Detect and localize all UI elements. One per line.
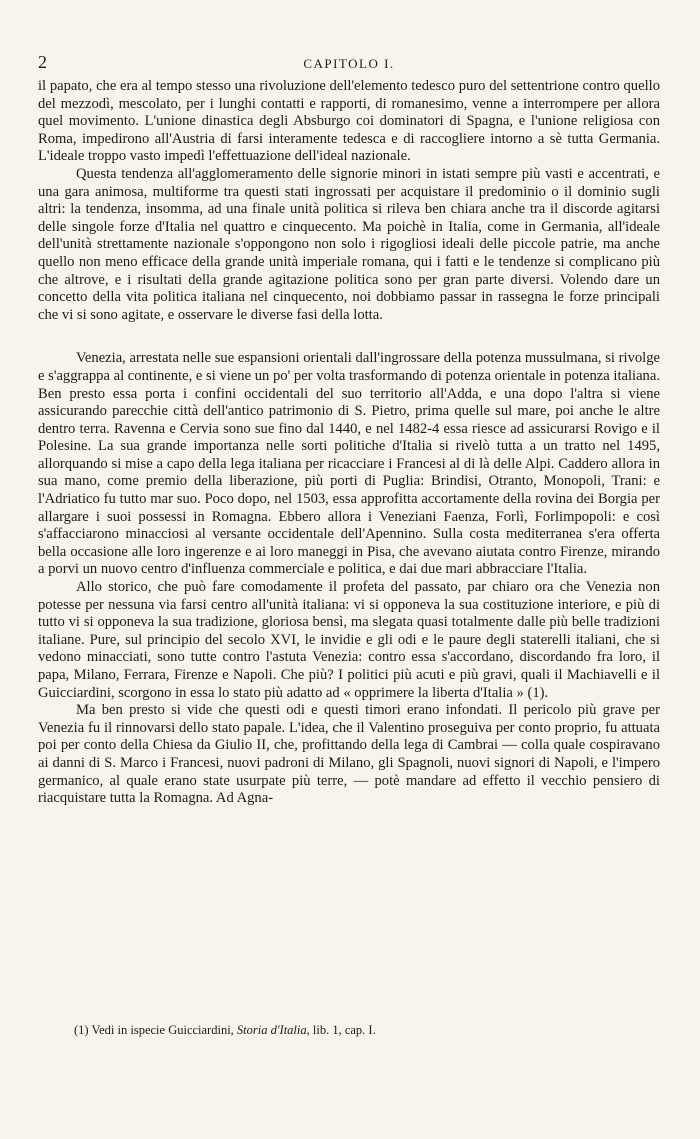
running-head: CAPITOLO I. — [303, 56, 395, 71]
page-header — [38, 52, 660, 78]
footnote-title: Storia d'Italia, — [236, 1023, 310, 1037]
paragraph-5: Ma ben presto si vide che questi odi e questi timori erano infondati. Il pericolo più grave per Venezia fu il rinnovarsi dello stato papale. L'idea, che il Valentino proseguiva per conto proprio, fu attuata poi per conto della Chiesa da Giulio II, che, profittando della lega di Cambrai — colla quale cospiravano ai danni di S. Marco i Francesi, nuovi padroni di Milano, gli Spagnoli, nuovi signori di Napoli, e l'impero germanico, al quale erano state usurpate più terre, — potè mandare ad effetto il vecchio pensiero di riacquistare tutta la Romagna. Ad Agna- — [38, 702, 660, 807]
footnote — [74, 1022, 660, 1038]
page-number: 2 — [38, 52, 47, 72]
paragraph-4: Allo storico, che può fare comodamente il profeta del passato, par chiaro ora che Venezia non potesse per nessuna via farsi centro all'unità italiana: vi si opponeva la sua costituzione interiore, e più di tutto vi si opponeva la sua tradizione, gloriosa bensì, ma slegata quasi totalmente dalle più belle tradizioni italiane. Pure, sul principio del secolo XVI, le invidie e gli odi e le paure degli staterelli italiani, che si vedono minacciati, sono tutte contro l'astuta Venezia: contro essa s'accordano, discordando fra loro, il papa, Milano, Ferrara, Firenze e Napoli. Che più? I politici più acuti e più gravi, quali il Machiavelli e il Guicciardini, scorgono in essa lo stato più adatto ad « opprimere la liberta d'Italia » (1). — [38, 579, 660, 701]
paragraph-1: il papato, che era al tempo stesso una rivoluzione dell'elemento tedesco puro del settentrione contro quello del mezzodì, mescolato, per i lunghi contatti e rapporti, di romanesimo, venne a interrompere per allora quel movimento. L'unione dinastica degli Absburgo coi dominatori di Spagna, e l'unione religiosa con Roma, impedirono all'Austria di farsi interamente tedesca e di raccogliere intorno a sè tutta Germania. L'ideale troppo vasto impedì l'effettuazione dell'ideal nazionale. — [38, 78, 660, 165]
footnote-prefix: (1) Vedi in ispecie Guicciardini, — [74, 1023, 237, 1037]
paragraph-2: Questa tendenza all'agglomeramento delle signorie minori in istati sempre più vasti e accentrati, e una gara animosa, multiforme tra questi stati ingrossati per acquistare il predominio o il dominio sugli altri: la tendenza, insomma, ad una finale unità politica si rileva ben chiara anche tra il discorde agitarsi delle singole forze d'Italia nel quattro e cinquecento. Ma poichè in Italia, come in Germania, all'ideale dell'unità strettamente nazionale s'oppongono non solo i rigogliosi ideali delle piccole patrie, ma anche quello non meno efficace della grande unità imperiale romana, qui i fatti e le tendenze si complicano più che altrove, e i risultati della grande agitazione politica sono per gran parte diversi. Volendo dare un concetto della vita politica italiana nel cinquecento, noi dobbiamo passar in rassegna le forze principali che vi si sono agitate, e osservare le diverse fasi della lotta. — [38, 165, 660, 323]
paragraph-3: Venezia, arrestata nelle sue espansioni orientali dall'ingrossare della potenza mussulmana, si rivolge e s'aggrappa al continente, e si viene un po' per volta trasformando di potenza orientale in potenza italiana. Ben presto essa porta i confini occidentali del suo territorio all'Adda, e una dopo l'altra si viene assicurando parecchie città dell'antico patrimonio di S. Pietro, prima quelle sul mare, poi anche le altre dentro terra. Ravenna e Cervia sono sue fino dal 1440, e nel 1482-4 essa riesce ad assicurarsi Rovigo e il Polesine. La sua grande importanza nelle sorti politiche d'Italia si rivelò tutta a un tratto nel 1495, allorquando si mise a capo della lega italiana per ricacciare i Francesi al di là delle Alpi. Caddero allora in sua mano, come premio della liberazione, più porti di Puglia: Brindisi, Otranto, Monopoli, Trani: e l'Adriatico fu tutto mar suo. Poco dopo, nel 1503, essa approfitta accortamente della rovina dei Borgia per allargare i suoi possessi in Romagna. Ebbero allora i Veneziani Faenza, Forlì, Forlimpopoli: e così s'affacciarono minacciosi al versante occidentale dell'Apennino. Sulla costa mediterranea s'era offerta bella occasione alle loro ingerenze e ai loro maneggi in Pisa, che avevano aiutata contro Firenze, mirando a porvi un nuovo centro d'influenza commerciale e politica, e dai due mari abbracciare l'Italia. — [38, 350, 660, 578]
section-gap — [38, 324, 660, 350]
footnote-suffix: lib. 1, cap. I. — [309, 1023, 376, 1037]
